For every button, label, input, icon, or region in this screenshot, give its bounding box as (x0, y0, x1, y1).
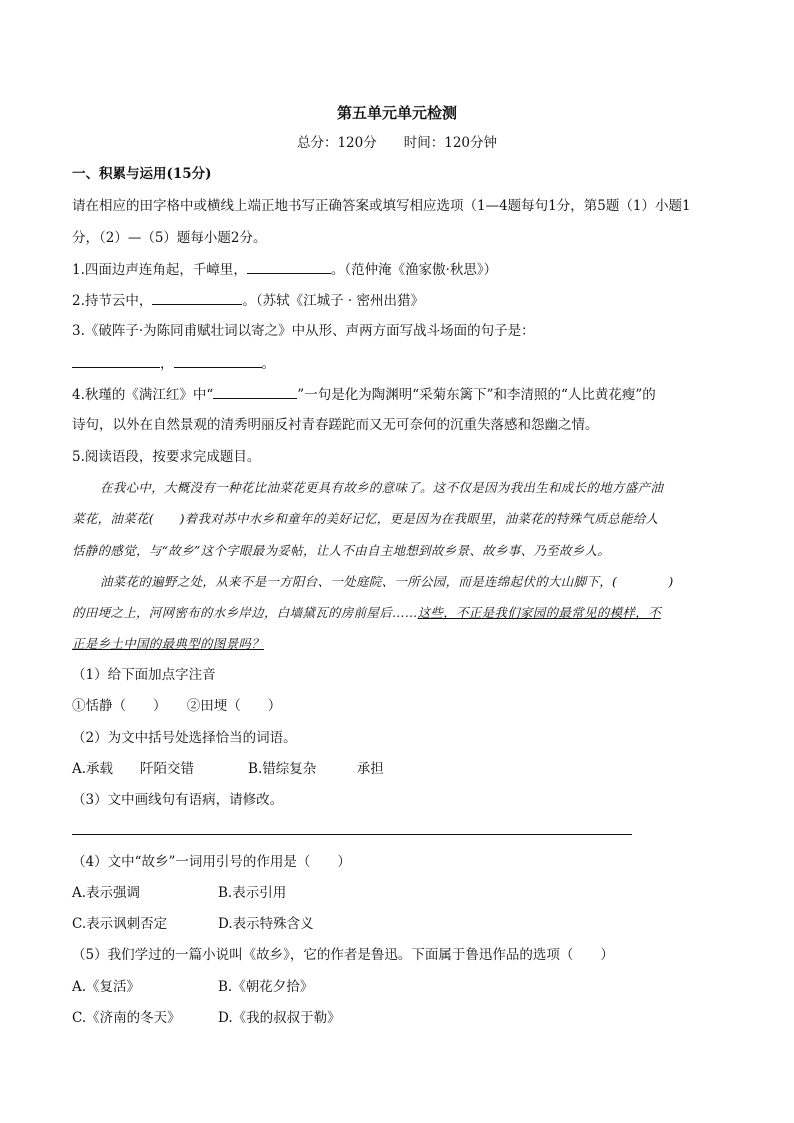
q4-text-rest: ”一句是化为陶渊明“采菊东篱下”和李清照的“人比黄花瘦”的 (297, 387, 656, 403)
sub-question-2: （2）为文中括号处选择恰当的词语。 (72, 730, 297, 746)
question-2 (72, 290, 424, 311)
question-4 (72, 384, 656, 405)
option-b: B.表示引用 (218, 885, 287, 901)
sub-question-5: （5）我们学过的一篇小说叫《故乡》，它的作者是鲁迅。下面属于鲁迅作品的选项（ ） (72, 947, 614, 963)
option-a: A.《复活》 (72, 979, 141, 995)
instruction-line-1: 请在相应的田字格中或横线上端正地书写正确答案或填写相应选项（1—4题每句1分，第5题（1）小题1 (72, 198, 691, 214)
answer-blank[interactable] (174, 353, 262, 368)
option-a: A.表示强调 (72, 885, 141, 901)
question-4-line-2: 诗句，以外在自然景观的清秀明丽反衬青春蹉跎而又无可奈何的沉重失落感和怨幽之情。 (72, 417, 599, 433)
instruction-line-2: 分，（2）—（5）题每小题2分。 (72, 230, 267, 246)
passage-text: 的田埂之上，河网密布的水乡岸边，白墙黛瓦的房前屋后…… (72, 605, 418, 620)
question-1 (72, 259, 497, 280)
option-b: B.《朝花夕拾》 (218, 979, 314, 995)
passage-p1-line-1: 在我心中，大概没有一种花比油菜花更具有故乡的意味了。这不仅是因为我出生和成长的地方盛产油 (100, 480, 664, 495)
question-3: 3.《破阵子·为陈同甫赋壮词以寄之》中从形、声两方面写战斗场面的句子是： (72, 323, 535, 339)
sub-question-2-options: A.承载 阡陌交错 B.错综复杂 承担 (72, 761, 384, 777)
q1-source: 。（范仲淹《渔家傲·秋思》） (330, 262, 498, 278)
sub-question-1: （1）给下面加点字注音 (72, 667, 216, 683)
sub-question-4: （4）文中“故乡”一词用引号的作用是（ ） (72, 854, 351, 870)
q1-text: 1.四面边声连角起，千嶂里， (72, 262, 247, 278)
section-heading: 一、积累与运用(15分) (72, 166, 212, 182)
q2-source: 。（苏轼《江城子 · 密州出猎》 (242, 293, 425, 309)
answer-line[interactable] (72, 834, 632, 835)
underlined-sentence: 这些，不正是我们家园的最常见的模样，不 (417, 605, 661, 620)
question-3-blanks (72, 353, 275, 374)
q3-separator: ， (160, 356, 174, 372)
sub-question-3: （3）文中画线句有语病，请修改。 (72, 792, 284, 808)
sub-question-1-answers: ①恬静（ ） ②田埂（ ） (72, 698, 282, 714)
page-title: 第五单元单元检测 (336, 104, 457, 122)
passage-p1-line-2: 菜花，油菜花( )着我对苏中水乡和童年的美好记忆，更是因为在我眼里，油菜花的特殊气质总能给人 (72, 511, 659, 526)
answer-blank[interactable] (152, 290, 242, 305)
q2-text: 2.持节云中， (72, 293, 153, 309)
exam-meta: 总分：120分 时间：120分钟 (296, 135, 498, 151)
q4-text: 4.秋瑾的《满江红》中“ (72, 387, 214, 403)
q3-end: 。 (261, 356, 275, 372)
passage-p1-line-3: 恬静的感觉，与“故乡”这个字眼最为妥帖，让人不由自主地想到故乡景、故乡事、乃至故乡人。 (72, 543, 611, 558)
answer-blank[interactable] (72, 353, 160, 368)
option-c: C.表示讽刺否定 (72, 916, 168, 932)
answer-blank[interactable] (213, 384, 297, 399)
option-c: C.《济南的冬天》 (72, 1010, 181, 1026)
underlined-sentence-end: 正是乡土中国的最典型的图景吗？ (72, 636, 265, 651)
passage-p2-line-2 (72, 603, 661, 623)
question-5-intro: 5.阅读语段，按要求完成题目。 (72, 449, 261, 465)
answer-blank[interactable] (247, 259, 331, 274)
passage-p2-line-1: 油菜花的遍野之处，从来不是一方阳台、一处庭院、一所公园，而是连绵起伏的大山脚下，( ) (100, 574, 674, 589)
option-d: D.表示特殊含义 (218, 916, 314, 932)
option-d: D.《我的叔叔于勒》 (218, 1010, 341, 1026)
